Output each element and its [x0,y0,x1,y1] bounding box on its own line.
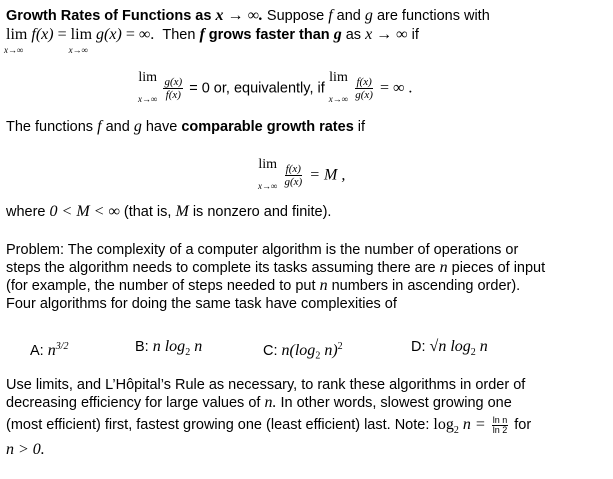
math-eq: = [57,26,67,43]
option-tail: n [479,338,488,355]
math-sub: 2 [453,424,459,436]
text: and [336,8,361,24]
math-inf: = ∞ . [380,79,413,97]
text: decreasing efficiency for large values of [6,395,261,411]
heading-math: x → ∞. [215,7,263,24]
text: The functions [6,119,94,135]
math-gx: g(x) [96,26,122,43]
option-label: D: [411,339,426,355]
text: Four algorithms for doing the same task have complexities of [6,296,397,312]
comparable-line [6,118,365,136]
option-a [30,338,69,360]
option-label: B: [135,339,149,355]
lim-operator: lim [138,70,158,85]
lim-subscript: x→∞ [258,181,278,191]
option-expr: √n log [429,338,471,355]
option-label: A: [30,342,44,359]
section-heading: Growth Rates of Functions as [6,8,212,24]
option-expr: n log [152,338,186,355]
text: numbers in ascending order). [331,278,521,294]
text: as [345,27,362,43]
text: (for example, the number of steps needed to put [6,278,316,294]
math-x-to-inf: x → ∞ [365,26,408,43]
text: have [145,119,178,135]
option-d [411,338,488,362]
fraction-denominator: f(x) [165,88,181,101]
math-f-bold: f [199,26,205,43]
text: if [357,119,366,135]
lim-subscript: x→∞ [68,45,89,55]
math-n-eq: n = [462,416,486,433]
option-sup: 3/2 [55,341,69,352]
task-line-3 [6,413,531,443]
option-label: C: [263,342,278,359]
math-n: n. [264,394,277,411]
lim-operator: lim [70,26,93,43]
text: Suppose [266,8,325,24]
text: In other words, slowest growing one [280,395,512,411]
fraction-denominator: g(x) [355,88,373,101]
math-log: log [433,416,454,433]
option-sub: 2 [185,346,191,358]
text: steps the algorithm needs to complete its tasks assuming there are [6,260,436,276]
text: (most efficient) first, fastest growing one (least efficient) last. Note: [6,417,430,433]
problem-line-2 [6,259,545,277]
where-line [6,203,331,221]
math-inf: = ∞. [125,26,155,43]
intro-line-2 [4,26,419,55]
lim-operator: lim [329,70,348,85]
task-line-1 [6,376,525,394]
math-g: g [133,118,142,135]
option-tail: n [194,338,203,355]
lim-operator: lim [6,26,28,43]
option-tail: n) [324,341,338,359]
option-expr: n(log [281,341,316,359]
text: = 0 or, equivalently, if [189,80,325,97]
problem-line-3 [6,277,520,295]
intro-line-1 [6,7,490,25]
math-condition: n > 0. [6,441,45,458]
bold-term: comparable growth rates [181,119,354,135]
task-line-2 [6,394,512,412]
text: and [105,119,130,135]
option-b [135,338,202,362]
text: Then [162,27,196,43]
math-n: n [319,277,328,294]
text: are functions with [376,8,490,24]
fraction-numerator: ln n [492,414,508,425]
text: where [6,204,46,220]
problem-line-4 [6,295,397,313]
problem-line-1 [6,241,518,259]
math-inequality: 0 < M < ∞ [49,203,120,220]
lim-operator: lim [258,157,278,172]
option-sup: 2 [337,341,343,352]
task-line-4 [6,441,45,459]
text: for [514,417,532,433]
lim-subscript: x→∞ [328,94,349,104]
option-sub: 2 [315,350,321,362]
fraction-numerator: g(x) [164,75,183,88]
option-sub: 2 [470,346,476,358]
option-expr: n [47,341,56,359]
text: Use limits, and L’Hôpital’s Rule as necessary, to rank these algorithms in order of [6,377,526,393]
lim-subscript: x→∞ [4,45,24,55]
math-g: g [364,7,373,24]
definition-comparable [258,153,345,198]
math-f: f [97,118,102,135]
math-n: n [439,259,448,276]
fraction-numerator: f(x) [285,162,301,175]
math-m: = M , [309,166,346,184]
fraction-denominator: ln 2 [492,424,508,435]
text: pieces of input [451,260,546,276]
math-f: f [328,7,333,24]
text: Problem: The complexity of a computer algorithm is the number of operations or [6,242,519,258]
fraction-denominator: g(x) [284,175,303,188]
text: is nonzero and finite). [192,204,332,220]
definition-faster-growth [138,66,412,111]
math-g-bold: g [333,26,342,43]
option-c [263,338,343,366]
text: (that is, [123,204,172,220]
math-fx: f(x) [31,26,54,43]
text: if [411,27,419,43]
fraction-numerator: f(x) [356,75,372,88]
math-m: M [175,203,189,220]
lim-subscript: x→∞ [138,94,158,104]
bold-term: grows faster than [208,27,330,43]
